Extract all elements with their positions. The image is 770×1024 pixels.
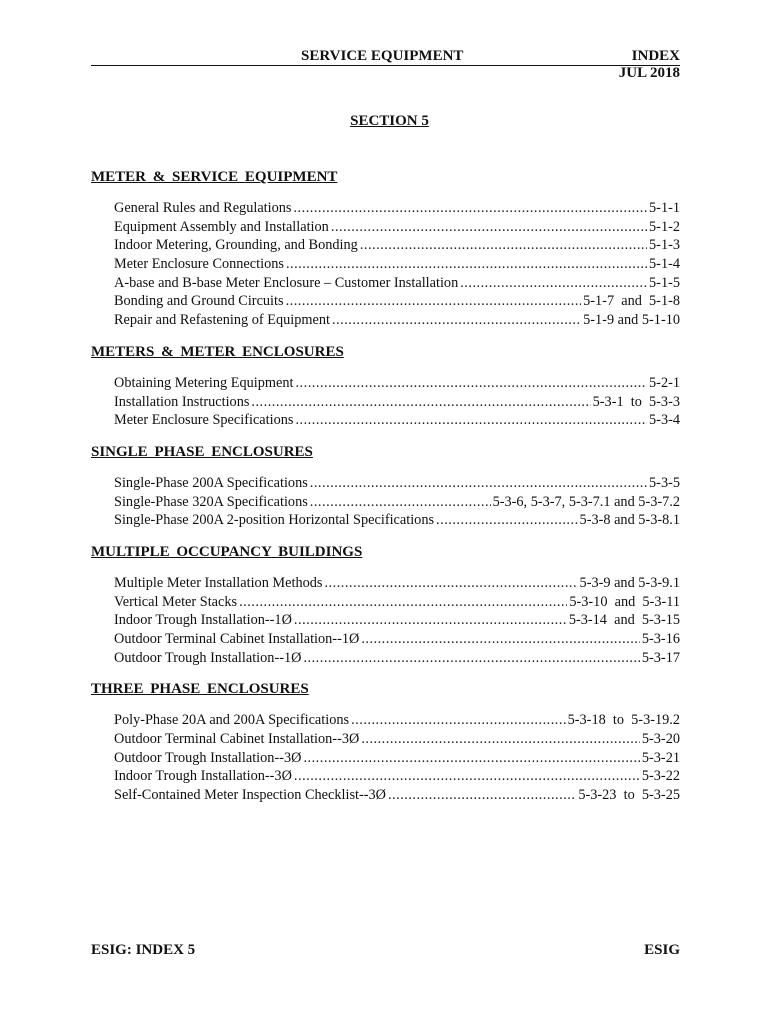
dot-leader <box>361 730 640 749</box>
toc-entry-page: 5-3-18 to 5-3-19.2 <box>567 712 680 729</box>
toc-group <box>91 343 680 430</box>
toc-entry <box>114 255 680 274</box>
toc-entry <box>114 292 680 311</box>
toc-group <box>91 680 680 804</box>
toc-entry-page: 5-1-2 <box>649 218 680 235</box>
toc-entry-title: Single-Phase 200A 2-position Horizontal Specifications <box>114 512 435 529</box>
toc-entry-page: 5-1-5 <box>649 274 680 291</box>
table-of-contents <box>91 168 680 818</box>
group-heading: THREE PHASE ENCLOSURES <box>91 681 309 698</box>
document-page <box>91 0 680 1024</box>
toc-entry <box>114 786 680 805</box>
dot-leader <box>388 786 576 805</box>
dot-leader <box>351 711 566 730</box>
toc-entry-page: 5-1-9 and 5-1-10 <box>583 312 680 329</box>
toc-entry-title: Meter Enclosure Specifications <box>114 412 294 429</box>
dot-leader <box>251 393 590 412</box>
toc-entry <box>114 711 680 730</box>
toc-entry-page: 5-3-17 <box>641 649 680 666</box>
toc-entry-page: 5-1-1 <box>649 200 680 216</box>
toc-entry-page: 5-3-16 <box>641 631 680 647</box>
toc-entry <box>114 593 680 612</box>
page-header <box>91 48 680 66</box>
dot-leader <box>360 236 647 255</box>
toc-entry-title: Indoor Trough Installation--3Ø <box>114 768 292 785</box>
toc-entry-title: Outdoor Terminal Cabinet Installation--3Ø <box>114 731 360 748</box>
toc-entry <box>114 749 680 768</box>
header-date: JUL 2018 <box>618 65 680 81</box>
dot-leader <box>332 311 581 330</box>
footer-right-label: ESIG <box>644 942 680 958</box>
toc-entry <box>114 574 680 593</box>
toc-entry-title: Vertical Meter Stacks <box>114 593 238 610</box>
toc-entry <box>114 649 680 668</box>
dot-leader <box>303 749 639 768</box>
group-heading: METERS & METER ENCLOSURES <box>91 343 344 360</box>
toc-entry-title: A-base and B-base Meter Enclosure – Customer Installation <box>114 274 459 291</box>
toc-entry-title: Single-Phase 200A Specifications <box>114 474 308 491</box>
toc-entry-page: 5-3-23 to 5-3-25 <box>578 787 680 804</box>
toc-entry-page: 5-2-1 <box>649 374 680 391</box>
toc-entry-page: 5-3-6, 5-3-7, 5-3-7.1 and 5-3-7.2 <box>492 493 680 510</box>
dot-leader <box>310 474 647 493</box>
toc-entry-title: Outdoor Terminal Cabinet Installation--1Ø <box>114 631 360 647</box>
toc-entry-page: 5-1-4 <box>649 256 680 273</box>
toc-entry <box>114 311 680 330</box>
toc-entry <box>114 474 680 493</box>
toc-entry-title: Multiple Meter Installation Methods <box>114 574 323 591</box>
toc-entry-title: Indoor Trough Installation--1Ø <box>114 612 292 629</box>
header-title: SERVICE EQUIPMENT <box>301 48 464 64</box>
toc-entry <box>114 730 680 749</box>
toc-group <box>91 168 680 330</box>
toc-entry <box>114 493 680 512</box>
dot-leader <box>293 199 647 218</box>
toc-entry-page: 5-3-21 <box>641 749 680 766</box>
toc-entry-page: 5-3-22 <box>641 768 680 785</box>
toc-entry-title: Obtaining Metering Equipment <box>114 374 294 391</box>
toc-entry <box>114 199 680 218</box>
toc-entry <box>114 393 680 412</box>
toc-entry <box>114 374 680 393</box>
toc-entry <box>114 411 680 430</box>
dot-leader <box>239 593 567 612</box>
toc-entry-title: Outdoor Trough Installation--1Ø <box>114 649 302 666</box>
section-title: SECTION 5 <box>350 113 429 129</box>
toc-entry-page: 5-3-5 <box>649 474 680 491</box>
toc-group <box>91 443 680 530</box>
toc-entry <box>114 236 680 255</box>
dot-leader <box>331 218 647 237</box>
footer-left-label: ESIG: INDEX 5 <box>91 942 196 958</box>
toc-entry-title: Outdoor Trough Installation--3Ø <box>114 749 302 766</box>
toc-entry-title: Self-Contained Meter Inspection Checklist--3Ø <box>114 787 386 804</box>
toc-entry <box>114 630 680 649</box>
dot-leader <box>460 274 647 293</box>
toc-entry <box>114 218 680 237</box>
toc-entry-page: 5-1-7 and 5-1-8 <box>583 293 680 310</box>
dot-leader <box>303 649 639 668</box>
page-footer <box>91 942 680 962</box>
dot-leader <box>295 411 647 430</box>
toc-entry-title: Meter Enclosure Connections <box>114 256 284 273</box>
dot-leader <box>294 767 640 786</box>
dot-leader <box>294 611 567 630</box>
group-heading: METER & SERVICE EQUIPMENT <box>91 169 338 185</box>
dot-leader <box>286 255 647 274</box>
toc-entry-page: 5-3-14 and 5-3-15 <box>568 612 680 629</box>
toc-entry-title: Indoor Metering, Grounding, and Bonding <box>114 237 358 254</box>
toc-entry-title: Repair and Refastening of Equipment <box>114 312 330 329</box>
dot-leader <box>361 630 640 649</box>
dot-leader <box>295 374 647 393</box>
dot-leader <box>324 574 577 593</box>
group-heading: SINGLE PHASE ENCLOSURES <box>91 443 313 460</box>
toc-entry-page: 5-3-1 to 5-3-3 <box>592 393 680 410</box>
toc-entry <box>114 274 680 293</box>
toc-entry-page: 5-3-8 and 5-3-8.1 <box>579 512 680 529</box>
toc-entry <box>114 767 680 786</box>
group-heading: MULTIPLE OCCUPANCY BUILDINGS <box>91 543 363 560</box>
toc-entry-page: 5-3-9 and 5-3-9.1 <box>579 574 680 591</box>
toc-entry-title: Installation Instructions <box>114 393 250 410</box>
dot-leader <box>286 292 582 311</box>
dot-leader <box>310 493 491 512</box>
toc-entry-title: Poly-Phase 20A and 200A Specifications <box>114 712 350 729</box>
header-index-label: INDEX <box>631 48 680 64</box>
toc-entry <box>114 611 680 630</box>
toc-group <box>91 543 680 667</box>
toc-entry-page: 5-3-20 <box>641 731 680 748</box>
toc-entry-title: General Rules and Regulations <box>114 200 292 216</box>
toc-entry-title: Single-Phase 320A Specifications <box>114 493 308 510</box>
dot-leader <box>436 511 578 530</box>
toc-entry-page: 5-3-10 and 5-3-11 <box>569 593 680 610</box>
toc-entry-title: Equipment Assembly and Installation <box>114 218 329 235</box>
toc-entry-page: 5-1-3 <box>649 237 680 254</box>
toc-entry <box>114 511 680 530</box>
toc-entry-title: Bonding and Ground Circuits <box>114 293 284 310</box>
toc-entry-page: 5-3-4 <box>649 412 680 429</box>
